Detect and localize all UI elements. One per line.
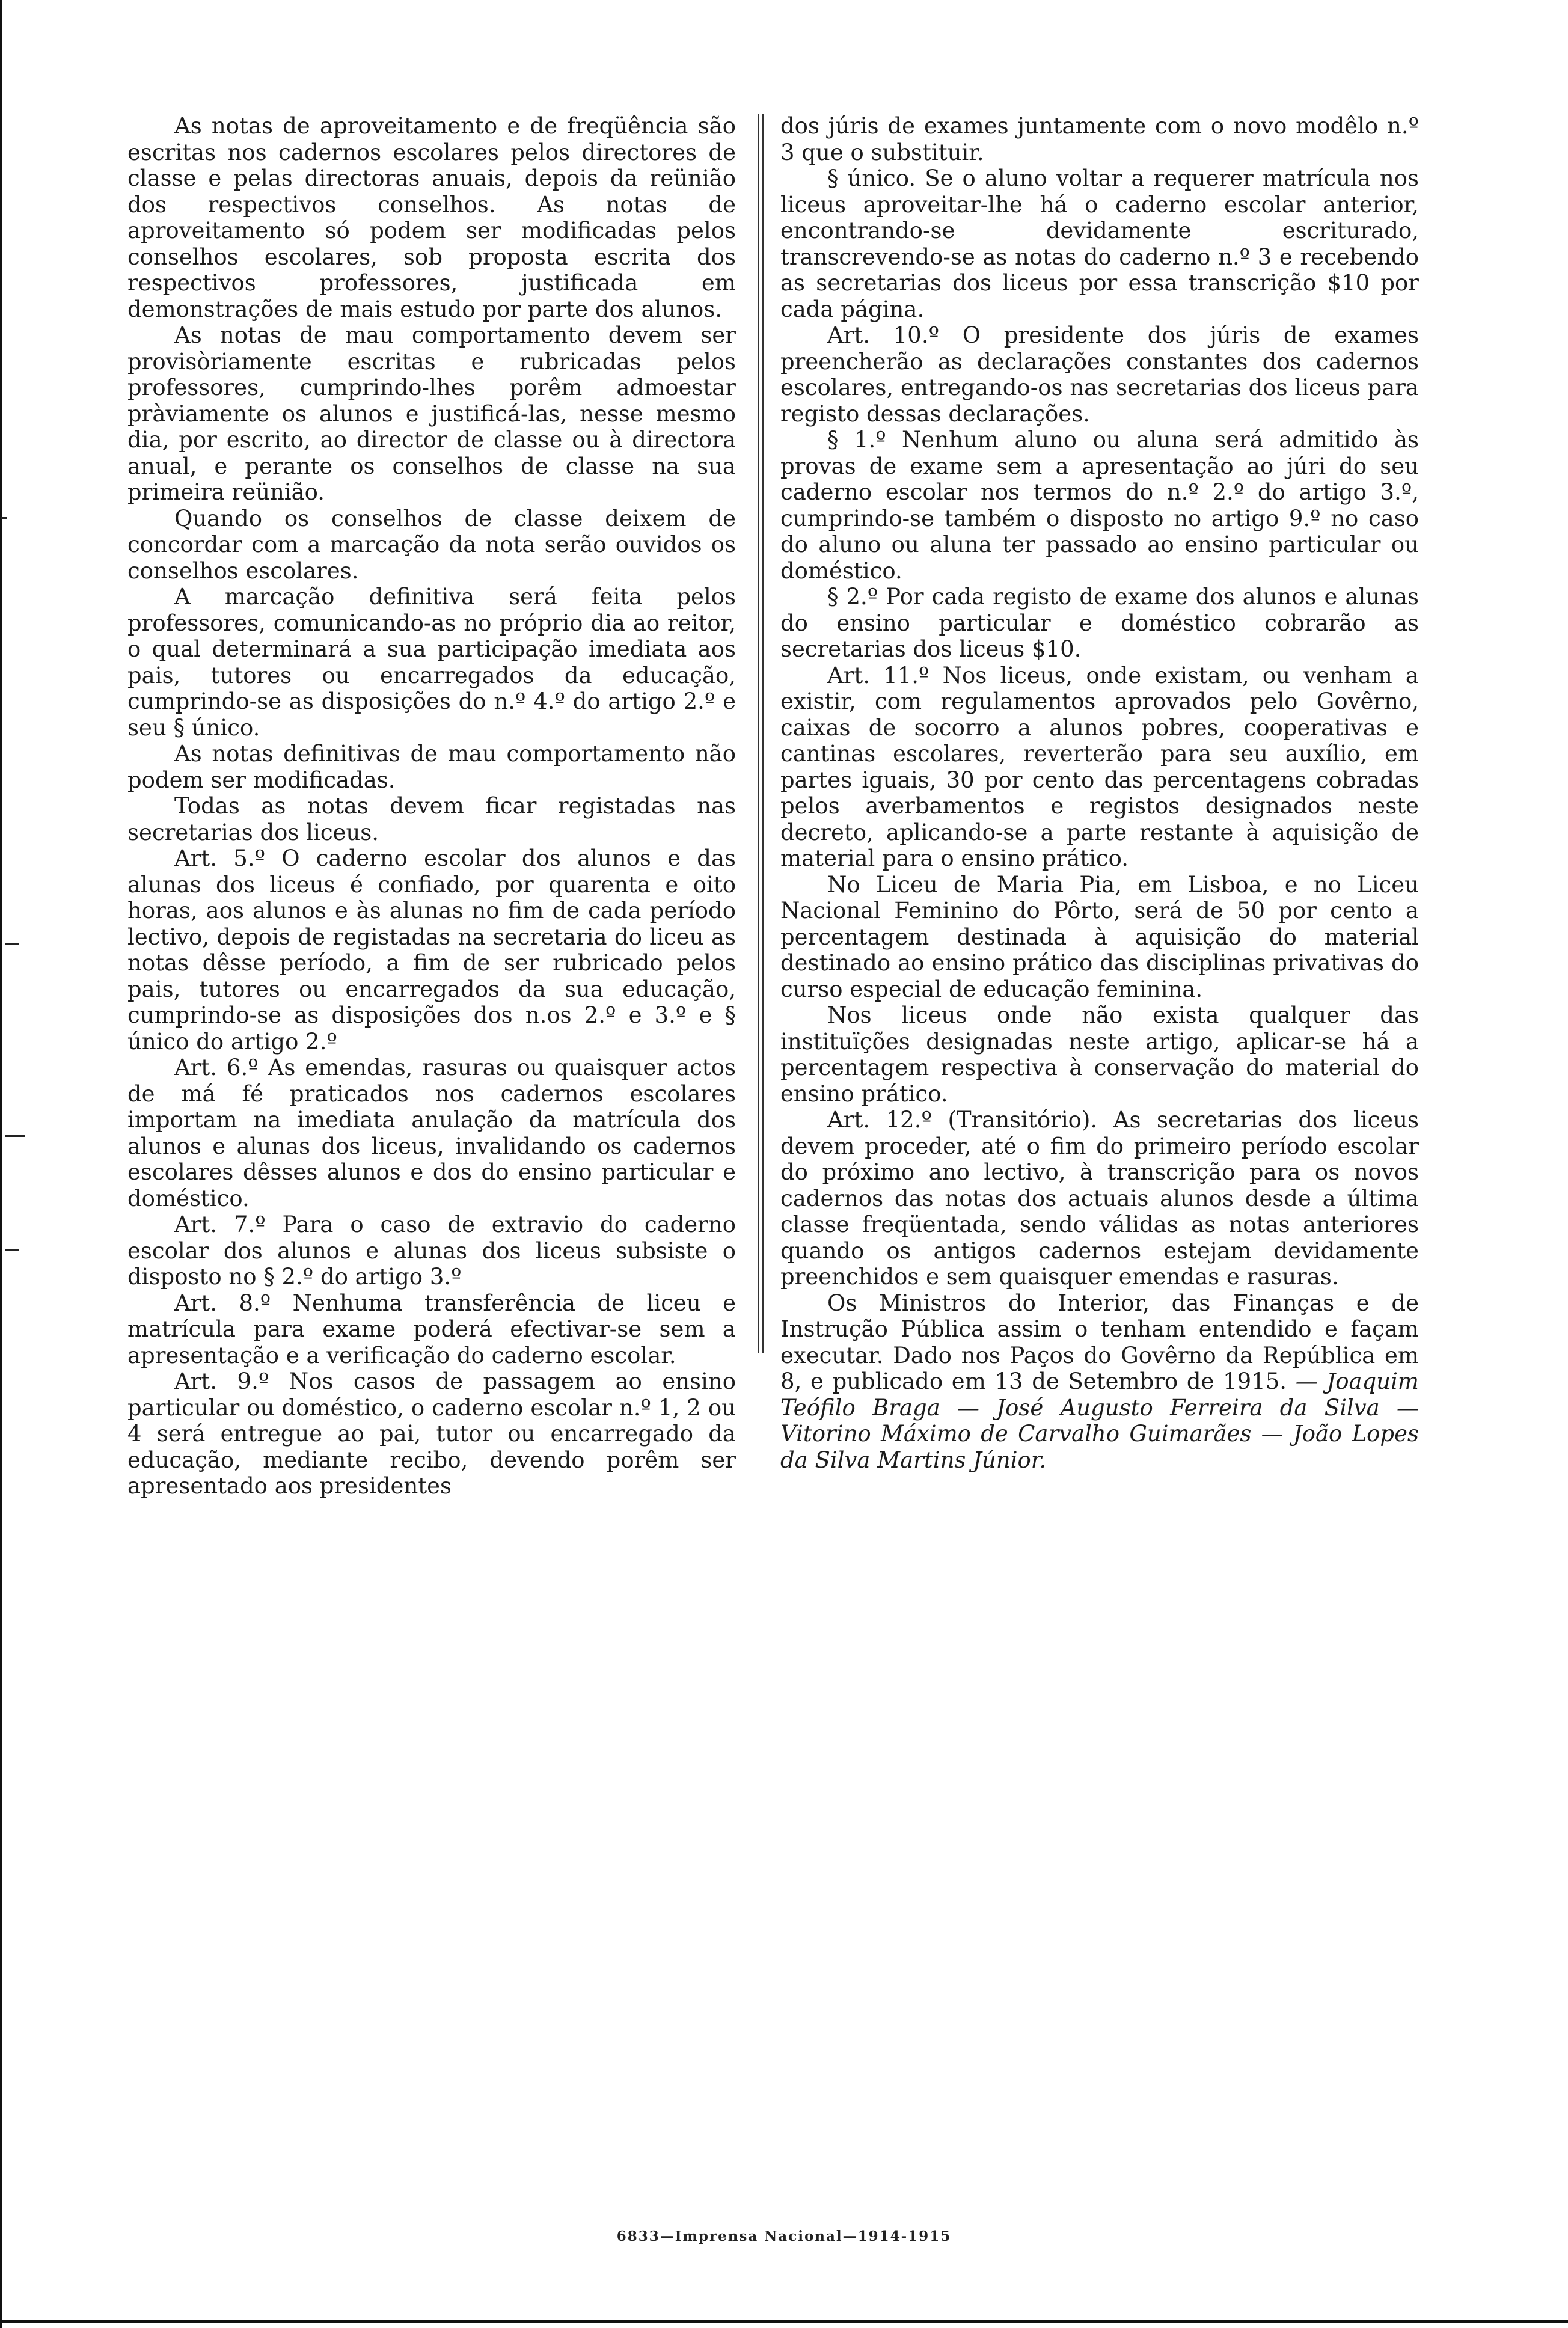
paragraph: Nos liceus onde não exista qualquer das instituïções designadas neste artigo, aplicar-se há a percentagem respectiva à conservação do material do ensino prático. (780, 1002, 1419, 1107)
signatures: — Joaquim Teófilo Braga — José Augusto Ferreira da Silva — Vitorino Máximo de Carvalho Guimarães — João Lopes da Silva Martins Júnior. (780, 1368, 1419, 1473)
article-6: Art. 6.º As emendas, rasuras ou quaisquer actos de má fé praticados nos cadernos escolares importam na imediata anulação da matrícula dos alunos e alunas dos liceus, invalidando os cadernos escolares dêsses alunos e dos do ensino particular e doméstico. (127, 1055, 736, 1211)
right-column (780, 113, 1419, 1473)
article-10: Art. 10.º O presidente dos júris de exames preencherão as declarações constantes dos cadernos escolares, entregando-os nas secretarias dos liceus para registo dessas declarações. (780, 322, 1419, 427)
scan-mark (1, 517, 7, 519)
closing-text: Os Ministros do Interior, das Finanças e de Instrução Pública assim o tenham entendido e façam executar. Dado nos Paços do Govêrno da República em 8, e publicado em 13 de Setembro de 1915. (780, 1290, 1419, 1394)
scan-mark (5, 1135, 25, 1137)
paragraph: As notas definitivas de mau comportamento não podem ser modificadas. (127, 741, 736, 793)
paragraph: § 1.º Nenhum aluno ou aluna será admitido às provas de exame sem a apresentação ao júri do seu caderno escolar nos termos do n.º 2.º do artigo 3.º, cumprindo-se também o disposto no artigo 9.º no caso do aluno ou aluna ter passado ao ensino particular ou doméstico. (780, 427, 1419, 584)
paragraph: Todas as notas devem ficar registadas nas secretarias dos liceus. (127, 793, 736, 845)
column-divider (758, 114, 764, 1353)
article-8: Art. 8.º Nenhuma transferência de liceu e matrícula para exame poderá efectivar-se sem a apresentação e a verificação do caderno escolar. (127, 1290, 736, 1368)
article-12: Art. 12.º (Transitório). As secretarias dos liceus devem proceder, até o fim do primeiro período escolar do próximo ano lectivo, à transcrição para os novos cadernos das notas dos actuais alunos desde a última classe freqüentada, sendo válidas as notas anteriores quando os antigos cadernos estejam devidamente preenchidos e sem quaisquer emendas e rasuras. (780, 1107, 1419, 1290)
paragraph: § 2.º Por cada registo de exame dos alunos e alunas do ensino particular e doméstico cobrarão as secretarias dos liceus $10. (780, 584, 1419, 662)
article-5: Art. 5.º O caderno escolar dos alunos e das alunas dos liceus é confiado, por quarenta e oito horas, aos alunos e às alunas no fim de cada período lectivo, depois de registadas na secretaria do liceu as notas dêsse período, a fim de ser rubricado pelos pais, tutores ou encarregados da sua educação, cumprindo-se as disposições dos n.os 2.º e 3.º e § único do artigo 2.º (127, 845, 736, 1055)
article-11: Art. 11.º Nos liceus, onde existam, ou venham a existir, com regulamentos aprovados pelo Govêrno, caixas de socorro a alunos pobres, cooperativas e cantinas escolares, reverterão para seu auxílio, em partes iguais, 30 por cento das percentagens cobradas pelos averbamentos e registos designados neste decreto, aplicando-se a parte restante à aquisição de material para o ensino prático. (780, 662, 1419, 871)
paragraph: Quando os conselhos de classe deixem de concordar com a marcação da nota serão ouvidos os conselhos escolares. (127, 505, 736, 584)
article-9: Art. 9.º Nos casos de passagem ao ensino particular ou doméstico, o caderno escolar n.º 1, 2 ou 4 será entregue ao pai, tutor ou encarregado da educação, mediante recibo, devendo porêm ser apresentado aos presidentes (127, 1368, 736, 1499)
paragraph: § único. Se o aluno voltar a requerer matrícula nos liceus aproveitar-lhe há o caderno escolar anterior, encontrando-se devidamente escriturado, transcrevendo-se as notas do caderno n.º 3 e recebendo as secretarias dos liceus por essa transcrição $10 por cada página. (780, 165, 1419, 322)
scan-mark (5, 1249, 19, 1251)
left-column (127, 113, 736, 1499)
continued-paragraph: dos júris de exames juntamente com o novo modêlo n.º 3 que o substituir. (780, 113, 1419, 165)
paragraph: A marcação definitiva será feita pelos professores, comunicando-as no próprio dia ao reitor, o qual determinará a sua participação imediata aos pais, tutores ou encarregados da educação, cumprindo-se as disposições do n.º 4.º do artigo 2.º e seu § único. (127, 584, 736, 741)
paragraph: As notas de mau comportamento devem ser provisòriamente escritas e rubricadas pelos professores, cumprindo-lhes porêm admoestar pràviamente os alunos e justificá-las, nesse mesmo dia, por escrito, ao director de classe ou à directora anual, e perante os conselhos de classe na sua primeira reünião. (127, 322, 736, 505)
closing-paragraph (780, 1290, 1419, 1474)
paragraph: As notas de aproveitamento e de freqüência são escritas nos cadernos escolares pelos directores de classe e pelas directoras anuais, depois da reünião dos respectivos conselhos. As notas de aproveitamento só podem ser modificadas pelos conselhos escolares, sob proposta escrita dos respectivos professores, justificada em demonstrações de mais estudo por parte dos alunos. (127, 113, 736, 322)
scan-edge-bottom (0, 2320, 1568, 2323)
scan-edge-left (0, 0, 2, 2328)
article-7: Art. 7.º Para o caso de extravio do caderno escolar dos alunos e alunas dos liceus subsiste o disposto no § 2.º do artigo 3.º (127, 1211, 736, 1290)
printer-imprint: 6833—Imprensa Nacional—1914-1915 (616, 2228, 952, 2244)
scan-mark (5, 943, 19, 945)
paragraph: No Liceu de Maria Pia, em Lisboa, e no Liceu Nacional Feminino do Pôrto, será de 50 por cento a percentagem destinada à aquisição do material destinado ao ensino prático das disciplinas privativas do curso especial de educação feminina. (780, 871, 1419, 1002)
